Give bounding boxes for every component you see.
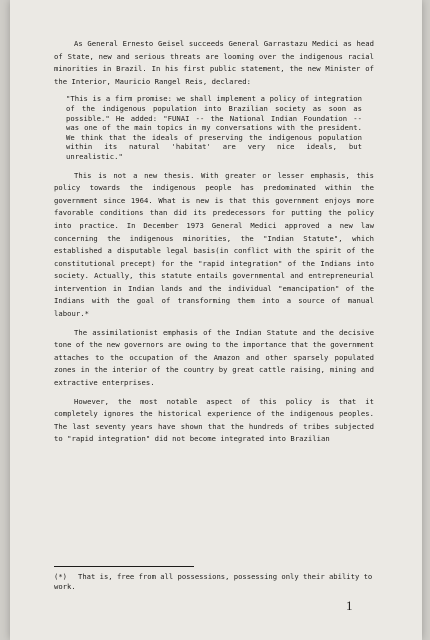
paragraph-however: However, the most notable aspect of this policy is that it completely ignores the historical experience of the indigenous peoples. The last seventy years have shown that the hundreds of tribes subjected to "rapid integration" did not become integrated into Brazilian	[54, 396, 374, 444]
footnote-text: That is, free from all possessions, possessing only their ability to work.	[54, 572, 373, 591]
page-number: 1	[346, 598, 353, 613]
footnote	[54, 572, 374, 591]
paragraph-intro: As General Ernesto Geisel succeeds General Garrastazu Medici as head of State, new and serious threats are looming over the indigenous racial minorities in Brazil. In his first public statement, the new Minister of the Interior, Mauricio Rangel Reis, declared:	[54, 39, 374, 86]
ministerial-quote: "This is a firm promise: we shall implement a policy of integration of the indigenous population into Brazilian society as soon as possible." He added: "FUNAI -- the National Indian Foundation -- was one of the main topics in my conversations with the president. We think that the ideals of preserving the indigenous population within its natural 'habitat' are very nice ideals, but unrealistic."	[66, 94, 362, 161]
body-text	[54, 38, 374, 452]
paragraph-assimilationist: The assimilationist emphasis of the Indian Statute and the decisive tone of the new governors are owing to the importance that the government attaches to the occupation of the Amazon and other sparsely populated zones in the interior of the country by great cattle raising, mining and extractive enterprises.	[54, 327, 374, 388]
document-page	[10, 0, 422, 640]
footnote-mark: (*)	[54, 572, 67, 581]
footnote-rule	[54, 566, 194, 567]
paragraph-thesis: This is not a new thesis. With greater or lesser emphasis, this policy towards the indigenous people has predominated within the government since 1964. What is new is that this government enjoys more favorable conditions than did its predecessors for putting the policy into practice. In December 1973 General Medici approved a new law concerning the indigenous minorities, the "Indian Statute", which established a disputable legal basis(in conflict with the spirit of the constitutional precept) for the "rapid integration" of the Indians into society. Actually, this statute entails governmental and entrepreneurial intervention in Indian lands and the individual "emancipation" of the Indians with the goal of transforming them into a source of manual labour.*	[54, 170, 374, 319]
